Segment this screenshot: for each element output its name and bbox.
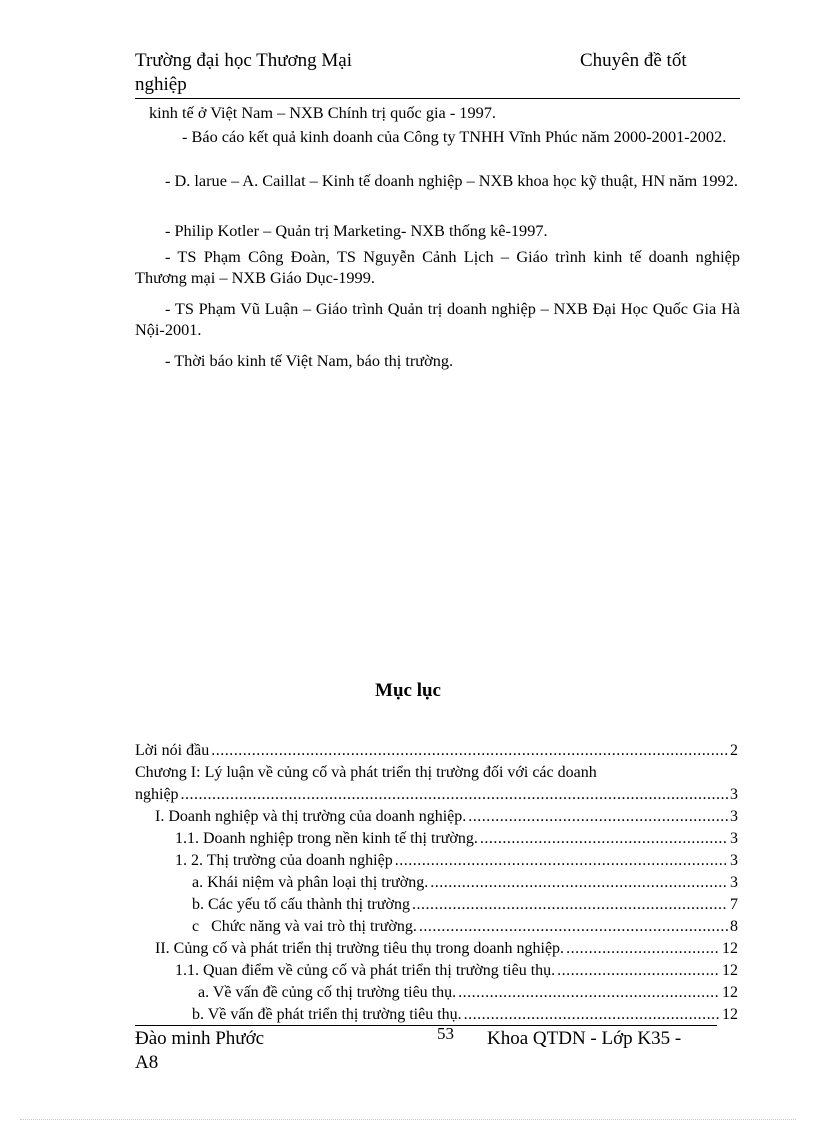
toc-entry-text: nghiệp	[135, 786, 179, 803]
toc-entry-text: 1.1. Doanh nghiệp trong nền kinh tế thị trường.	[175, 830, 478, 847]
toc-entry	[135, 742, 738, 763]
toc-entry-text: 1.1. Quan điểm về củng cố và phát triển thị trường tiêu thụ.	[175, 962, 556, 979]
toc-entry-page: 12	[722, 962, 738, 979]
toc-entry-page: 2	[730, 742, 738, 759]
footer-rule	[135, 1025, 717, 1026]
toc-leader	[419, 918, 728, 936]
reference-item: - D. larue – A. Caillat – Kinh tế doanh nghiệp – NXB khoa học kỹ thuật, HN năm 1992.	[165, 171, 738, 190]
toc-entry-page: 3	[730, 830, 738, 847]
header-title-continuation: nghiệp	[135, 74, 187, 95]
toc-title: Mục lục	[375, 680, 441, 701]
toc-entry	[198, 984, 738, 1005]
toc-entry	[192, 874, 738, 895]
toc-entry-page: 12	[722, 984, 738, 1001]
toc-entry-page: 8	[730, 918, 738, 935]
toc-entry-page: 12	[722, 940, 738, 957]
header-rule	[135, 98, 740, 99]
toc-entry	[192, 918, 738, 939]
toc-leader	[211, 742, 728, 760]
toc-leader	[181, 786, 728, 804]
toc-entry-text: c Chức năng và vai trò thị trường.	[192, 918, 417, 935]
reference-item: - Báo cáo kết quả kinh doanh của Công ty TNHH Vĩnh Phúc năm 2000-2001-2002.	[182, 127, 727, 146]
toc-entry-page: 12	[722, 1006, 738, 1023]
toc-entry-text: Lời nói đầu	[135, 742, 210, 759]
toc-entry-text: I. Doanh nghiệp và thị trường của doanh nghiệp.	[155, 808, 467, 825]
toc-entry-page: 7	[730, 896, 738, 913]
toc-entry	[135, 786, 738, 807]
toc-entry-page: 3	[730, 808, 738, 825]
reference-line: kinh tế ở Việt Nam – NXB Chính trị quốc gia - 1997.	[149, 103, 496, 122]
toc-entry-text: a. Khái niệm và phân loại thị trường.	[192, 874, 429, 891]
toc-entry-text: II. Củng cố và phát triển thị trường tiêu thụ trong doanh nghiệp.	[155, 940, 565, 957]
toc-entry	[135, 764, 738, 785]
toc-entry-text: b. Về vấn đề phát triển thị trường tiêu thụ.	[192, 1006, 462, 1023]
toc-entry-text: Chương I: Lý luận về củng cố và phát triển thị trường đối với các doanh	[135, 764, 597, 781]
header-school: Trường đại học Thương Mại	[135, 50, 352, 71]
toc-entry-page: 3	[730, 852, 738, 869]
toc-entry-page: 3	[730, 874, 738, 891]
toc-leader	[395, 852, 728, 870]
toc-leader	[480, 830, 728, 848]
reference-item: - TS Phạm Vũ Luận – Giáo trình Quản trị doanh nghiệp – NXB Đại Học Quốc Gia Hà Nội-2001.	[135, 299, 740, 339]
toc-leader	[412, 896, 728, 914]
toc-leader	[430, 874, 728, 892]
toc-entry	[175, 830, 738, 851]
toc-entry	[155, 808, 738, 829]
toc-leader	[557, 962, 720, 980]
toc-leader	[464, 1006, 720, 1024]
toc-leader	[458, 984, 720, 1002]
footer-department: Khoa QTDN - Lớp K35 -	[487, 1028, 682, 1049]
reference-item: - Philip Kotler – Quản trị Marketing- NXB thống kê-1997.	[165, 221, 548, 240]
toc-entry	[192, 1006, 738, 1027]
reference-item: - TS Phạm Công Đoàn, TS Nguyễn Cảnh Lịch – Giáo trình kinh tế doanh nghiệp Thương mại – NXB Giáo Dục-1999.	[135, 247, 740, 287]
toc-entry	[155, 940, 738, 961]
reference-item: - Thời báo kinh tế Việt Nam, báo thị trường.	[165, 351, 454, 370]
header-title: Chuyên đề tốt	[580, 50, 687, 71]
toc-entry	[192, 896, 738, 917]
toc-leader	[566, 940, 720, 958]
page-bottom-border	[20, 1119, 796, 1120]
footer-page-number: 53	[437, 1024, 454, 1043]
toc-entry	[175, 962, 738, 983]
footer-author-continuation: A8	[135, 1052, 159, 1073]
toc-leader	[468, 808, 728, 826]
toc-entry-text: a. Về vấn đề củng cố thị trường tiêu thụ.	[198, 984, 457, 1001]
toc-entry	[175, 852, 738, 873]
toc-entry-page: 3	[730, 786, 738, 803]
footer-author: Đào minh Phước	[135, 1028, 265, 1049]
toc-entry-text: b. Các yếu tố cấu thành thị trường	[192, 896, 410, 913]
toc-entry-text: 1. 2. Thị trường của doanh nghiệp	[175, 852, 393, 869]
